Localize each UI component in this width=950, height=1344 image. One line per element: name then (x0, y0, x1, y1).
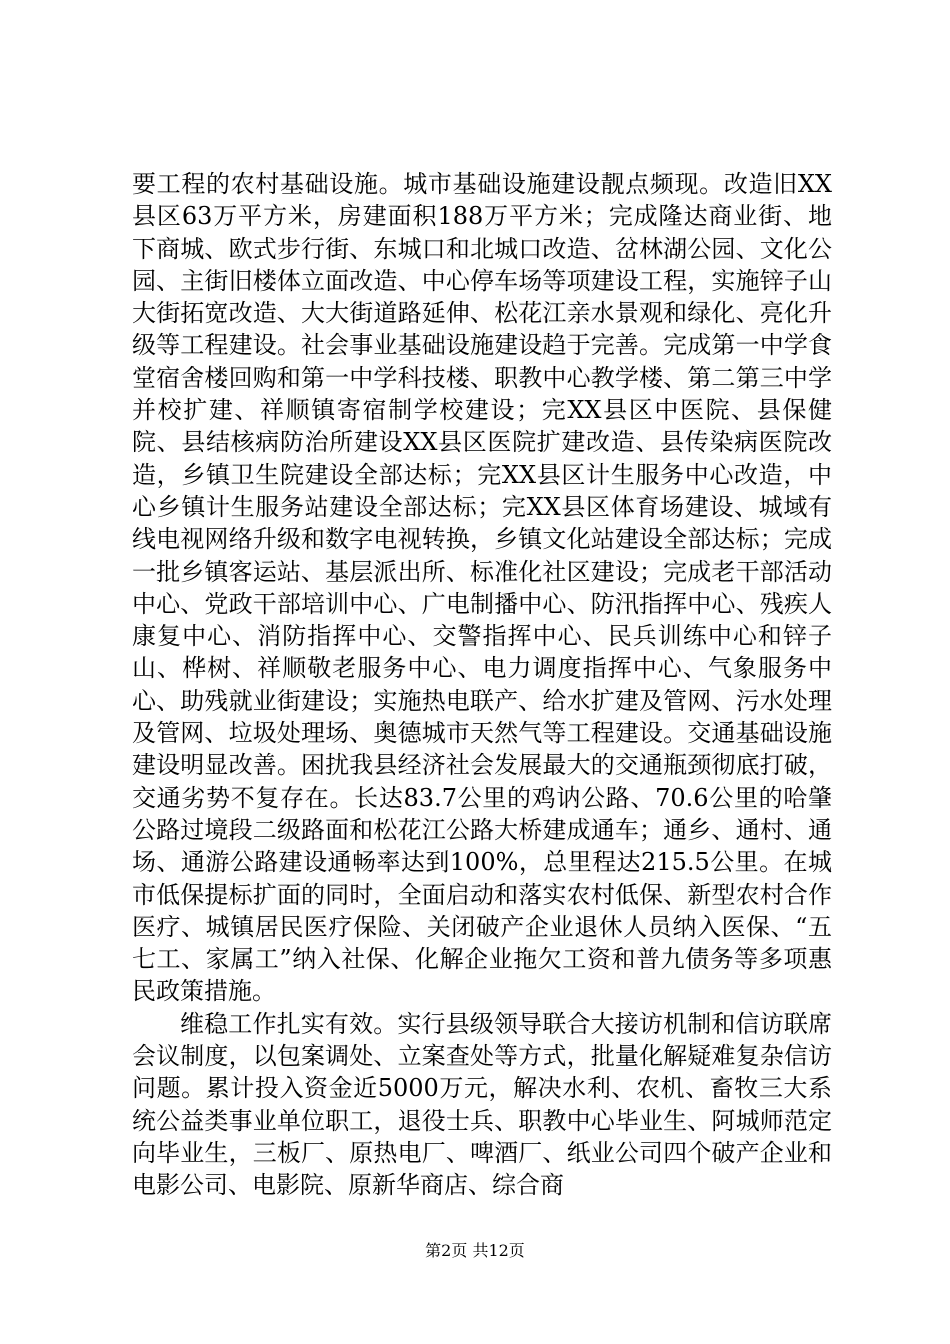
paragraph-1: 要工程的农村基础设施。城市基础设施建设靓点频现。改造旧XX县区63万平方米，房建面积188万平方米；完成隆达商业街、地下商城、欧式步行街、东城口和北城口改造、岔林湖公园、文化公园、主街旧楼体立面改造、中心停车场等项建设工程，实施锌子山大街拓宽改造、大大街道路延伸、松花江亲水景观和绿化、亮化升级等工程建设。社会事业基础设施建设趋于完善。完成第一中学食堂宿舍楼回购和第一中学科技楼、职教中心教学楼、第二第三中学并校扩建、祥顺镇寄宿制学校建设；完XX县区中医院、县保健院、县结核病防治所建设XX县区医院扩建改造、县传染病医院改造，乡镇卫生院建设全部达标；完XX县区计生服务中心改造，中心乡镇计生服务站建设全部达标；完XX县区体育场建设、城域有线电视网络升级和数字电视转换，乡镇文化站建设全部达标；完成一批乡镇客运站、基层派出所、标准化社区建设；完成老干部活动中心、党政干部培训中心、广电制播中心、防汛指挥中心、残疾人康复中心、消防指挥中心、交警指挥中心、民兵训练中心和锌子山、桦树、祥顺敬老服务中心、电力调度指挥中心、气象服务中心、助残就业街建设；实施热电联产、给水扩建及管网、污水处理及管网、垃圾处理场、奥德城市天然气等工程建设。交通基础设施建设明显改善。困扰我县经济社会发展最大的交通瓶颈彻底打破，交通劣势不复存在。长达83.7公里的鸡讷公路、70.6公里的哈肇公路过境段二级路面和松花江公路大桥建成通车；通乡、通村、通场、通游公路建设通畅率达到100%，总里程达215.5公里。在城市低保提标扩面的同时，全面启动和落实农村低保、新型农村合作医疗、城镇居民医疗保险、关闭破产企业退休人员纳入医保、“五七工、家属工”纳入社保、化解企业拖欠工资和普九债务等多项惠民政策措施。 (132, 170, 832, 1006)
page-footer: 第2页 共12页 (425, 1241, 525, 1260)
paragraph-2: 维稳工作扎实有效。实行县级领导联合大接访机制和信访联席会议制度，以包案调处、立案查处等方式，批量化解疑难复杂信访问题。累计投入资金近5000万元，解决水利、农机、畜牧三大系统公益类事业单位职工，退役士兵、职教中心毕业生、阿城师范定向毕业生，三板厂、原热电厂、啤酒厂、纸业公司四个破产企业和电影公司、电影院、原新华商店、综合商 (132, 1009, 832, 1200)
document-body (132, 168, 832, 1202)
